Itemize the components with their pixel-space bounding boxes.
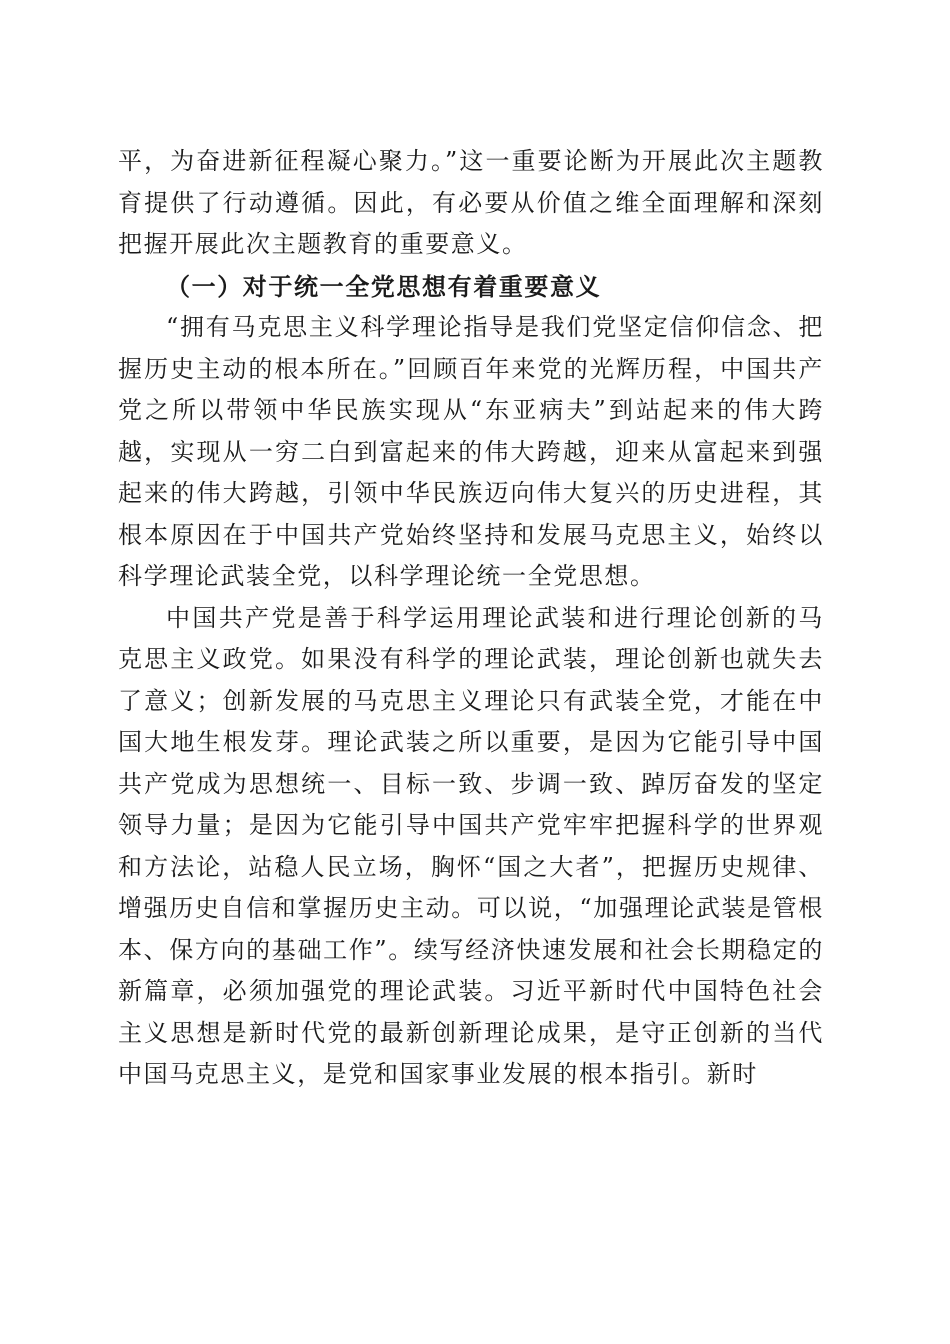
document-body	[118, 141, 824, 1096]
paragraph-quote: “拥有马克思主义科学理论指导是我们党坚定信仰信念、把握历史主动的根本所在。”回顾百年来党的光辉历程，中国共产党之所以带领中华民族实现从“东亚病夫”到站起来的伟大跨越，实现从一穷二白到富起来的伟大跨越，迎来从富起来到强起来的伟大跨越，引领中华民族迈向伟大复兴的历史进程，其根本原因在于中国共产党始终坚持和发展马克思主义，始终以科学理论武装全党，以科学理论统一全党思想。	[118, 313, 824, 590]
paragraph-continuation: 平，为奋进新征程凝心聚力。”这一重要论断为开展此次主题教育提供了行动遵循。因此，有必要从价值之维全面理解和深刻把握开展此次主题教育的重要意义。	[118, 147, 824, 258]
paragraph-theory: 中国共产党是善于科学运用理论武装和进行理论创新的马克思主义政党。如果没有科学的理论武装，理论创新也就失去了意义；创新发展的马克思主义理论只有武装全党，才能在中国大地生根发芽。理论武装之所以重要，是因为它能引导中国共产党成为思想统一、目标一致、步调一致、踔厉奋发的坚定领导力量；是因为它能引导中国共产党牢牢把握科学的世界观和方法论，站稳人民立场，胸怀“国之大者”，把握历史规律、增强历史自信和掌握历史主动。可以说，“加强理论武装是管根本、保方向的基础工作”。续写经济快速发展和社会长期稳定的新篇章，必须加强党的理论武装。习近平新时代中国特色社会主义思想是新时代党的最新创新理论成果，是守正创新的当代中国马克思主义，是党和国家事业发展的根本指引。新时	[118, 603, 824, 1088]
section-heading: （一）对于统一全党思想有着重要意义	[166, 271, 602, 301]
